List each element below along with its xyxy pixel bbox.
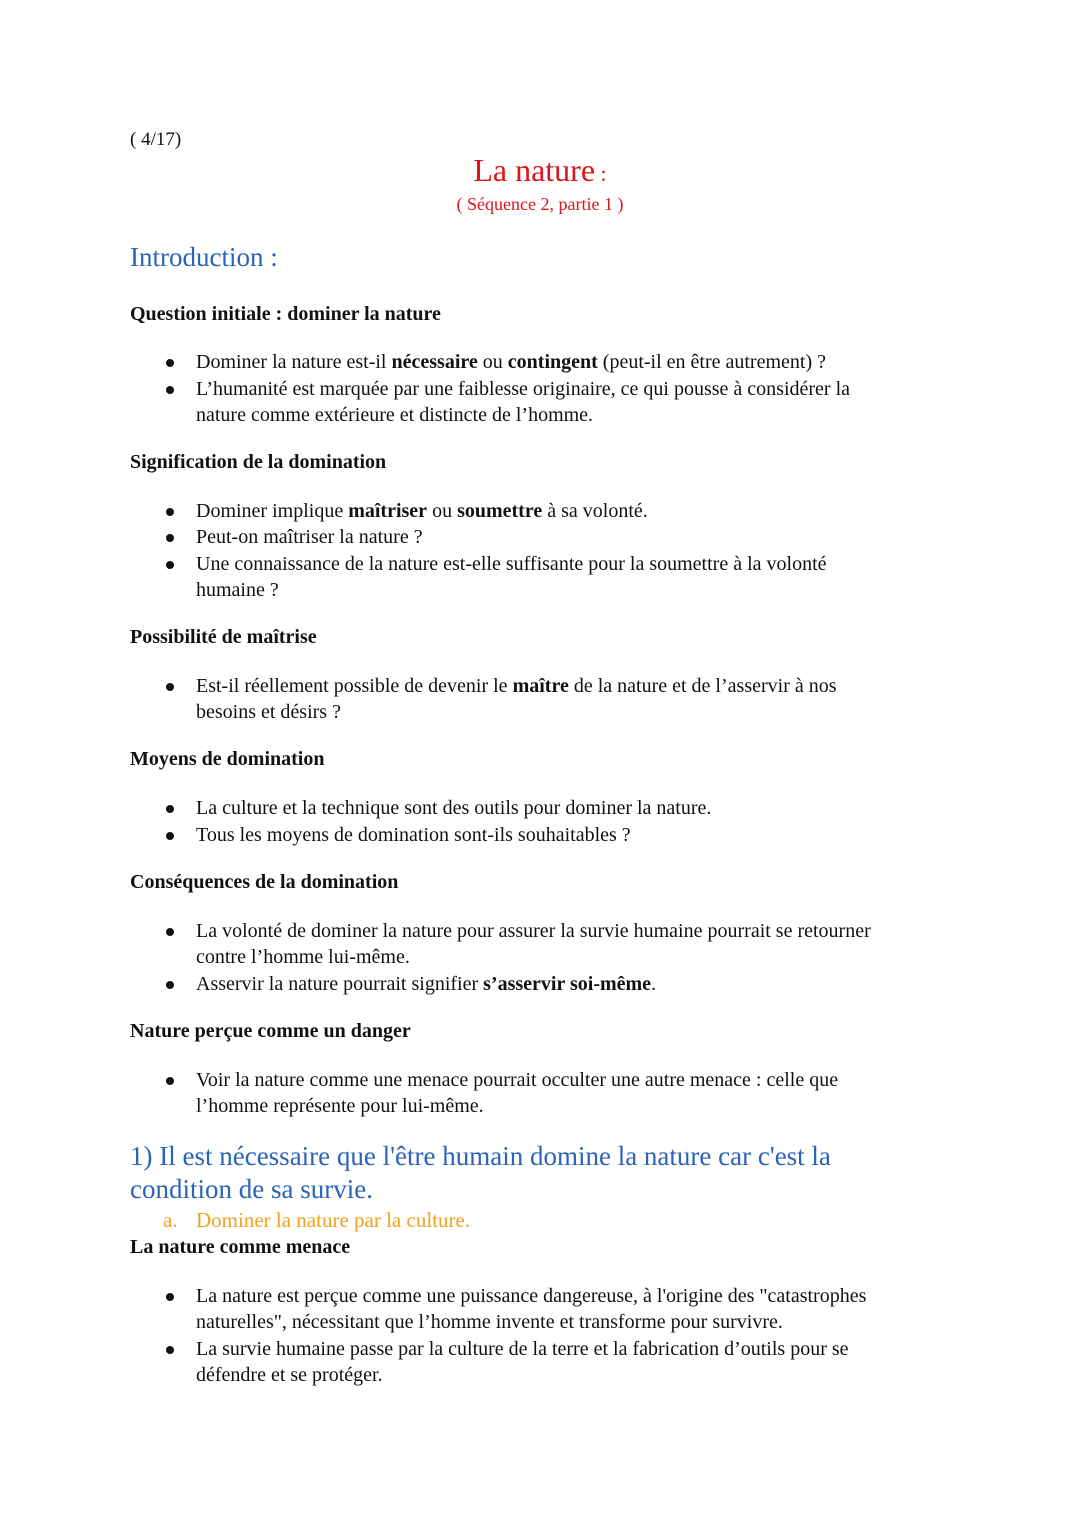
- subsection-heading: Dominer la nature par la culture.: [196, 1208, 471, 1232]
- list-item: Voir la nature comme une menace pourrait occulter une autre menace : celle que: [196, 1069, 839, 1091]
- section-heading: Possibilité de maîtrise: [130, 626, 317, 648]
- introduction-heading: Introduction :: [130, 242, 278, 272]
- list-item: L’humanité est marquée par une faiblesse originaire, ce qui pousse à considérer la: [196, 378, 851, 400]
- bullet-icon: [166, 561, 174, 569]
- part-1-heading-continuation: condition de sa survie.: [130, 1174, 373, 1204]
- list-item-continuation: humaine ?: [196, 579, 279, 601]
- list-item-continuation: contre l’homme lui-même.: [196, 946, 410, 968]
- list-item-continuation: nature comme extérieure et distincte de l’homme.: [196, 404, 594, 426]
- list-item: Une connaissance de la nature est-elle suffisante pour la soumettre à la volonté: [196, 553, 827, 575]
- bullet-icon: [166, 683, 174, 691]
- list-item: Est-il réellement possible de devenir le maître de la nature et de l’asservir à nos: [196, 675, 837, 697]
- bullet-icon: [166, 1293, 174, 1301]
- list-item: Peut-on maîtriser la nature ?: [196, 526, 423, 548]
- list-item: Dominer la nature est-il nécessaire ou contingent (peut-il en être autrement) ?: [196, 351, 826, 373]
- part-1-heading: 1) Il est nécessaire que l'être humain domine la nature car c'est la: [130, 1141, 831, 1171]
- subsection-marker: a.: [163, 1208, 178, 1232]
- bullet-icon: [166, 359, 174, 367]
- title-colon-char: :: [600, 161, 607, 186]
- title-text: La nature: [473, 152, 596, 188]
- list-item: Asservir la nature pourrait signifier s’asservir soi-même.: [196, 973, 657, 995]
- list-item: La volonté de dominer la nature pour assurer la survie humaine pourrait se retourner: [196, 920, 871, 942]
- list-item-continuation: naturelles", nécessitant que l’homme invente et transforme pour survivre.: [196, 1311, 783, 1333]
- list-item-continuation: l’homme représente pour lui-même.: [196, 1095, 484, 1117]
- list-item: La nature est perçue comme une puissance dangereuse, à l'origine des "catastrophes: [196, 1285, 867, 1307]
- section-heading: Question initiale : dominer la nature: [130, 303, 441, 325]
- section-heading: Moyens de domination: [130, 748, 325, 770]
- section-heading: La nature comme menace: [130, 1236, 351, 1258]
- section-heading: Conséquences de la domination: [130, 871, 399, 893]
- bullet-icon: [166, 928, 174, 936]
- list-item: Tous les moyens de domination sont-ils souhaitables ?: [196, 824, 631, 846]
- section-heading: Nature perçue comme un danger: [130, 1020, 411, 1042]
- page-subtitle: ( Séquence 2, partie 1 ): [456, 194, 624, 214]
- section-heading: Signification de la domination: [130, 451, 387, 473]
- page-number: ( 4/17): [130, 129, 182, 150]
- bullet-icon: [166, 832, 174, 840]
- bullet-icon: [166, 981, 174, 989]
- bullet-icon: [166, 805, 174, 813]
- list-item: La survie humaine passe par la culture de la terre et la fabrication d’outils pour se: [196, 1338, 849, 1360]
- bullet-icon: [166, 508, 174, 516]
- bullet-icon: [166, 1346, 174, 1354]
- bullet-icon: [166, 534, 174, 542]
- bullet-icon: [166, 386, 174, 394]
- bullet-icon: [166, 1077, 174, 1085]
- page-title: [0, 152, 1080, 189]
- list-item: Dominer implique maîtriser ou soumettre à sa volonté.: [196, 500, 648, 522]
- list-item-continuation: besoins et désirs ?: [196, 701, 341, 723]
- list-item: La culture et la technique sont des outils pour dominer la nature.: [196, 797, 712, 819]
- list-item-continuation: défendre et se protéger.: [196, 1364, 383, 1386]
